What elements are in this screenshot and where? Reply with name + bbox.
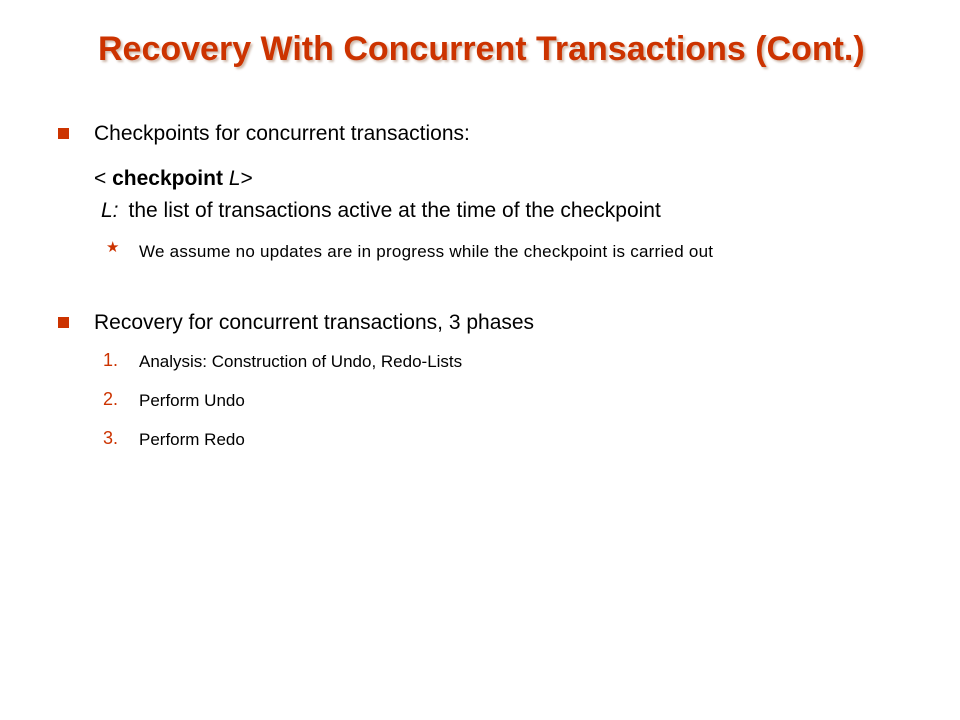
step-number: 2. xyxy=(103,389,119,409)
step-number: 3. xyxy=(103,428,119,448)
checkpoint-record xyxy=(94,167,253,191)
step-analysis: Analysis: Construction of Undo, Redo-Lists xyxy=(139,352,463,371)
list-definition xyxy=(101,199,661,223)
record-list-var: L xyxy=(228,167,241,190)
bullet-checkpoints: Checkpoints for concurrent transactions: xyxy=(94,122,470,145)
record-open: < xyxy=(94,167,107,190)
step-number: 1. xyxy=(103,350,119,370)
square-bullet-icon xyxy=(58,128,69,139)
sub-bullet-assumption: We assume no updates are in progress while the checkpoint is carried out xyxy=(139,242,714,261)
bullet-recovery-phases: Recovery for concurrent transactions, 3 phases xyxy=(94,311,535,334)
definition-text: the list of transactions active at the time of the checkpoint xyxy=(128,199,661,222)
square-bullet-icon xyxy=(58,317,69,328)
step-perform-redo: Perform Redo xyxy=(139,430,245,449)
step-perform-undo: Perform Undo xyxy=(139,391,245,410)
star-icon: ★ xyxy=(106,239,120,256)
definition-term: L: xyxy=(101,199,119,222)
record-keyword: checkpoint xyxy=(112,167,223,190)
slide-title: Recovery With Concurrent Transactions (Cont.) xyxy=(98,30,865,68)
record-close: > xyxy=(240,167,253,190)
